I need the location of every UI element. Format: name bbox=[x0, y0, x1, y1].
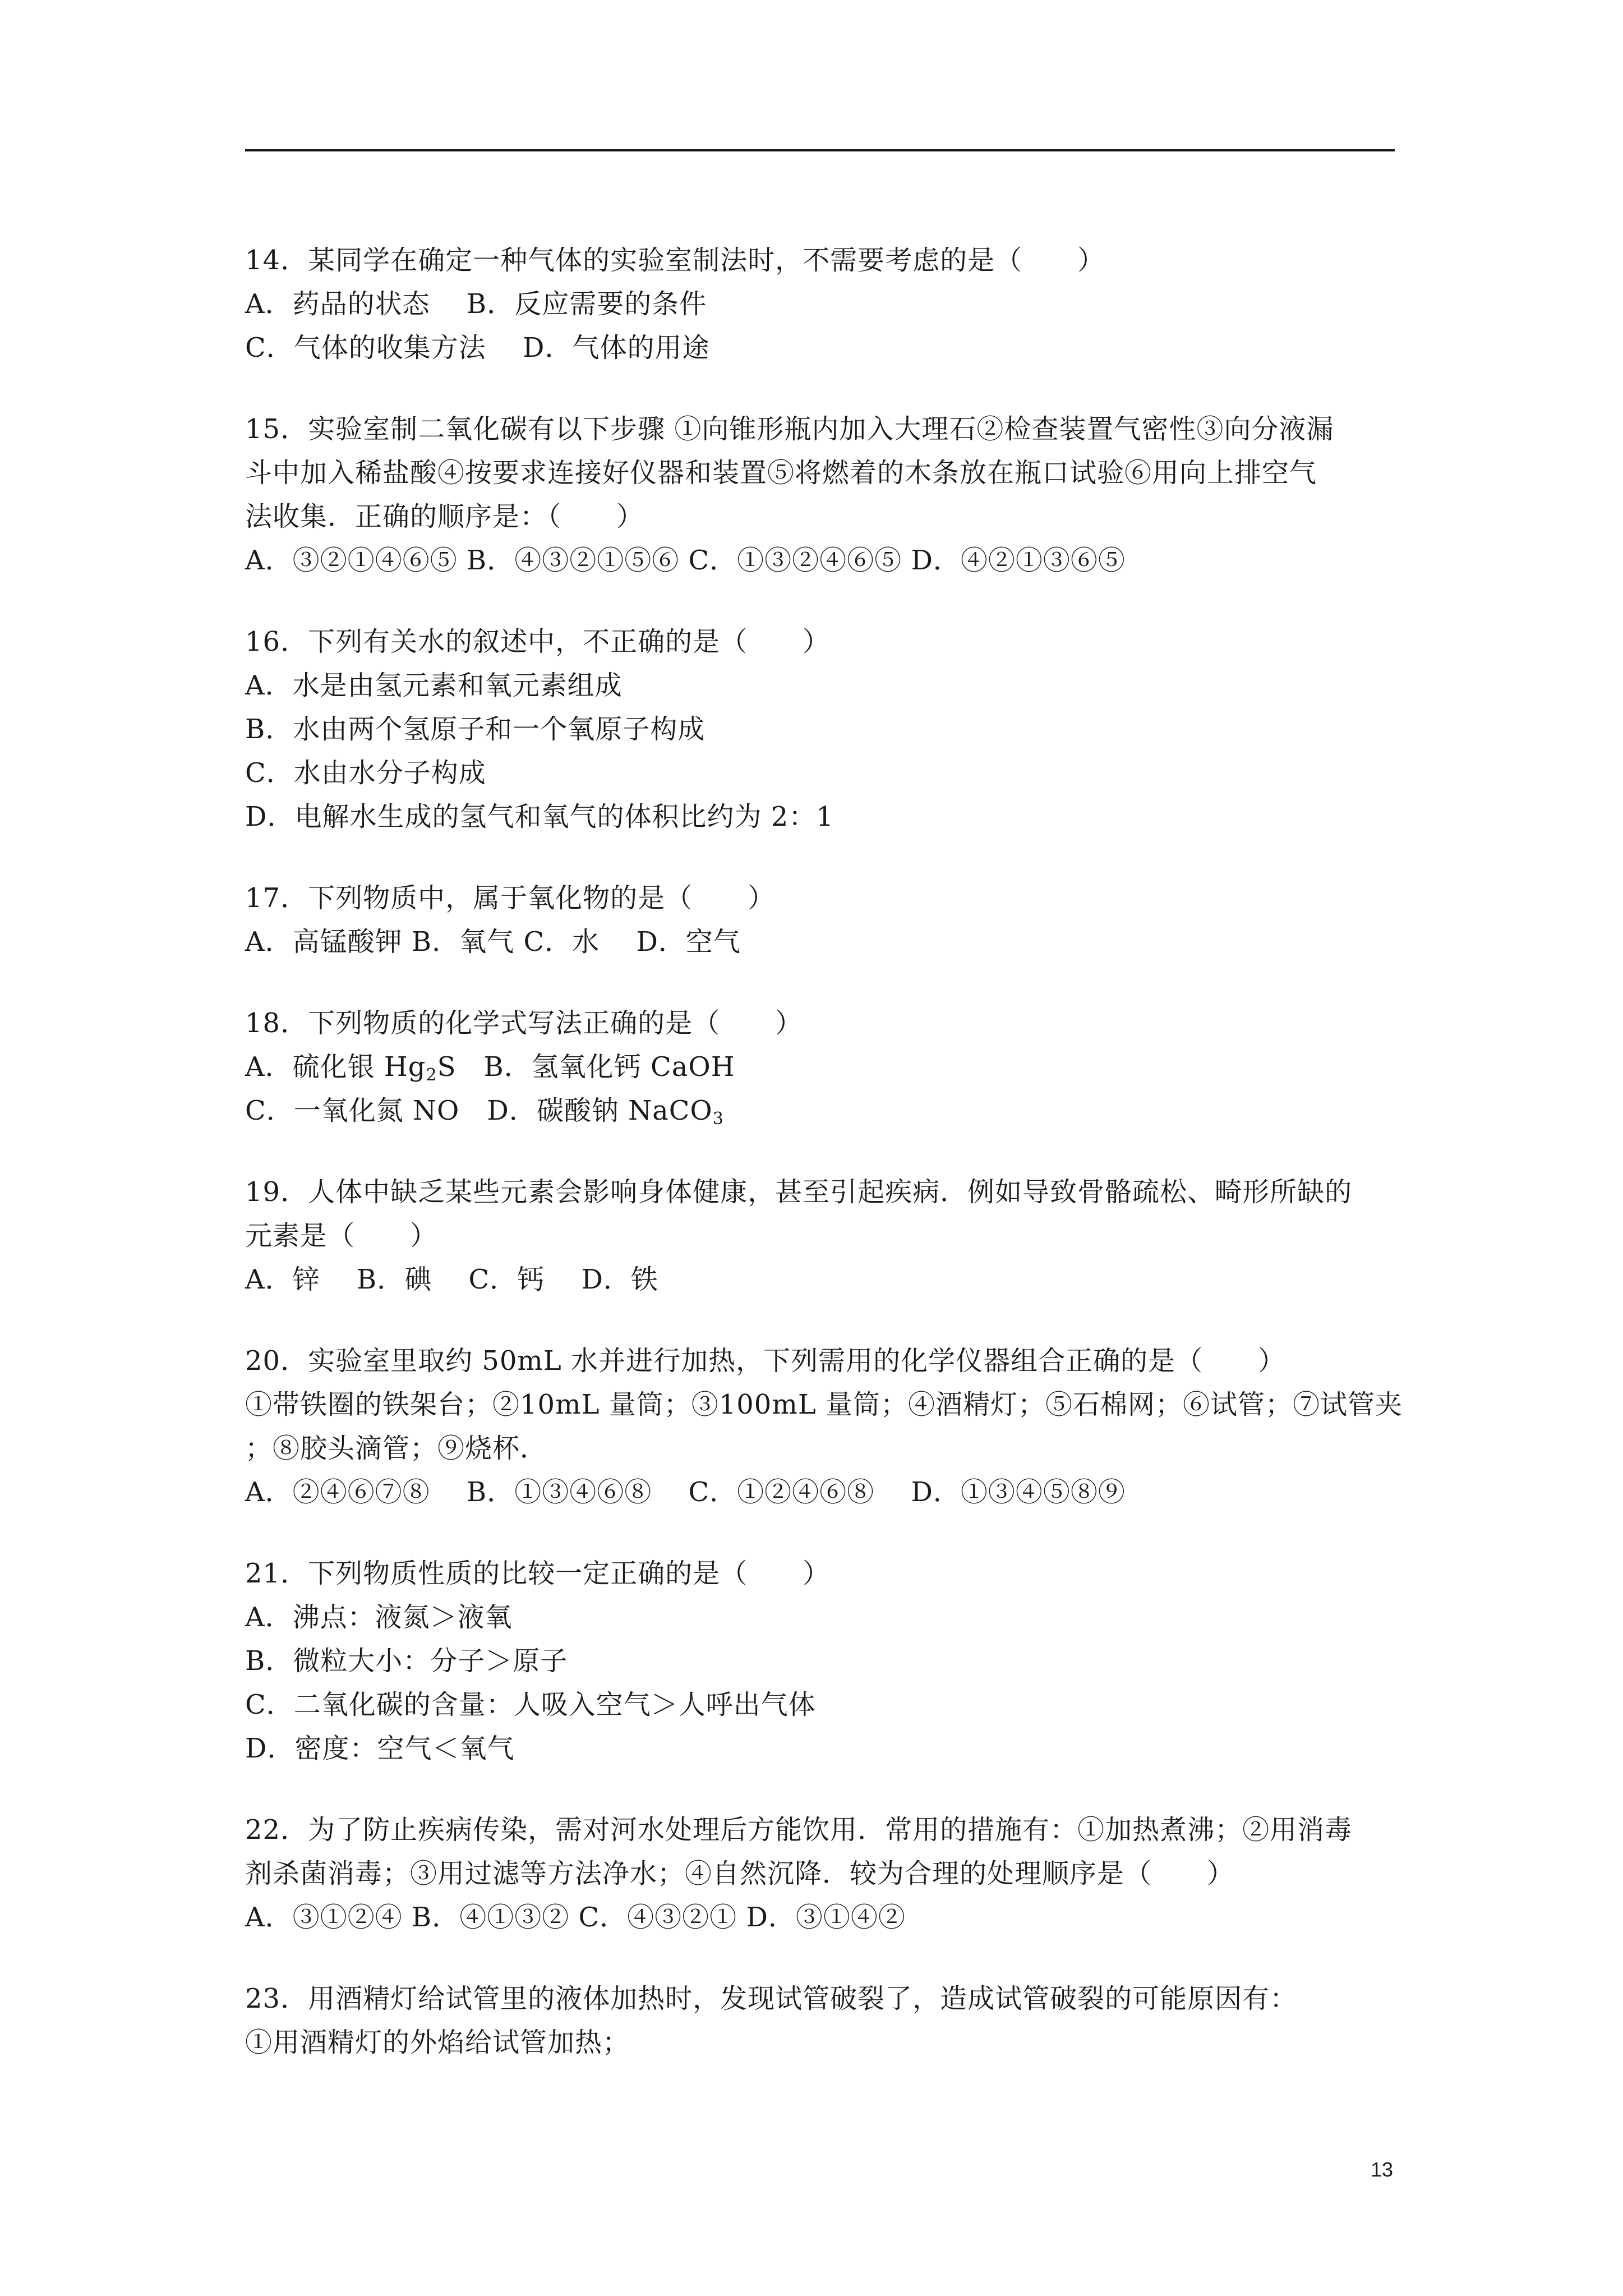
question-stem: ①用酒精灯的外焰给试管加热； bbox=[245, 2027, 630, 2058]
answer-option: D．电解水生成的氢气和氧气的体积比约为 2：1 bbox=[245, 801, 834, 832]
question-stem: 14．某同学在确定一种气体的实验室制法时，不需要考虑的是（ ） bbox=[245, 245, 1105, 276]
answer-options bbox=[245, 1045, 1400, 1089]
question-stem: 22．为了防止疾病传染，需对河水处理后方能饮用．常用的措施有：①加热煮沸；②用消毒 bbox=[245, 1814, 1353, 1846]
answer-option: D．密度：空气＜氧气 bbox=[245, 1733, 515, 1764]
question-20 bbox=[245, 1339, 1403, 1514]
question-21 bbox=[245, 1552, 1400, 1770]
answer-option: A．沸点：液氮＞液氧 bbox=[245, 1602, 513, 1633]
header-rule bbox=[245, 149, 1395, 151]
question-stem: 15．实验室制二氧化碳有以下步骤 ①向锥形瓶内加入大理石②检查装置气密性③向分液漏 bbox=[245, 413, 1334, 445]
answer-option: C．二氧化碳的含量：人吸入空气＞人呼出气体 bbox=[245, 1689, 816, 1720]
question-stem: 斗中加入稀盐酸④按要求连接好仪器和装置⑤将燃着的木条放在瓶口试验⑥用向上排空气 bbox=[245, 457, 1317, 489]
answer-option: C．水由水分子构成 bbox=[245, 757, 486, 789]
answer-option: B．水由两个氢原子和一个氧原子构成 bbox=[245, 714, 706, 745]
formula-subscript: 2 bbox=[426, 1065, 437, 1085]
question-stem: 16．下列有关水的叙述中，不正确的是（ ） bbox=[245, 626, 831, 657]
question-17 bbox=[245, 876, 1400, 964]
question-14 bbox=[245, 238, 1400, 370]
question-stem: 23．用酒精灯给试管里的液体加热时，发现试管破裂了，造成试管破裂的可能原因有： bbox=[245, 1983, 1298, 2014]
formula-text: S B．氢氧化钙 CaOH bbox=[437, 1051, 735, 1083]
answer-options: C．气体的收集方法 D．气体的用途 bbox=[245, 332, 710, 364]
question-stem: ；⑧胶头滴管；⑨烧杯． bbox=[245, 1433, 548, 1464]
answer-options: A．高锰酸钾 B．氧气 C．水 D．空气 bbox=[245, 926, 741, 958]
question-stem: ①带铁圈的铁架台；②10mL 量筒；③100mL 量筒；④酒精灯；⑤石棉网；⑥试管；⑦试管夹 bbox=[245, 1389, 1403, 1420]
question-stem: 19．人体中缺乏某些元素会影响身体健康，甚至引起疾病．例如导致骨骼疏松、畸形所缺的 bbox=[245, 1176, 1353, 1208]
question-stem: 元素是（ ） bbox=[245, 1220, 438, 1251]
question-19 bbox=[245, 1170, 1400, 1301]
question-stem: 21．下列物质性质的比较一定正确的是（ ） bbox=[245, 1558, 831, 1589]
page-number: 13 bbox=[1371, 2158, 1394, 2181]
answer-options: A．②④⑥⑦⑧ B．①③④⑥⑧ C．①②④⑥⑧ D．①③④⑤⑧⑨ bbox=[245, 1476, 1126, 1508]
formula-text: C．一氧化氮 NO D．碳酸钠 NaCO bbox=[245, 1095, 713, 1126]
answer-options bbox=[245, 1089, 1400, 1133]
answer-options: A．③②①④⑥⑤ B．④③②①⑤⑥ C．①③②④⑥⑤ D．④②①③⑥⑤ bbox=[245, 545, 1126, 576]
answer-options: A．药品的状态 B．反应需要的条件 bbox=[245, 288, 707, 320]
answer-options: A．锌 B．碘 C．钙 D．铁 bbox=[245, 1264, 658, 1295]
question-stem: 20．实验室里取约 50mL 水并进行加热，下列需用的化学仪器组合正确的是（ ） bbox=[245, 1345, 1286, 1377]
question-stem: 法收集．正确的顺序是：（ ） bbox=[245, 501, 644, 532]
answer-option: B．微粒大小：分子＞原子 bbox=[245, 1645, 568, 1677]
question-stem: 18．下列物质的化学式写法正确的是（ ） bbox=[245, 1007, 803, 1039]
question-18 bbox=[245, 1001, 1400, 1133]
question-15 bbox=[245, 407, 1400, 582]
question-list bbox=[245, 238, 1403, 2102]
formula-text: A．硫化银 Hg bbox=[245, 1051, 426, 1083]
question-16 bbox=[245, 620, 1400, 839]
question-stem: 剂杀菌消毒；③用过滤等方法净水；④自然沉降．较为合理的处理顺序是（ ） bbox=[245, 1858, 1235, 1889]
answer-option: A．水是由氢元素和氧元素组成 bbox=[245, 670, 623, 701]
question-stem: 17．下列物质中，属于氧化物的是（ ） bbox=[245, 882, 776, 914]
question-23 bbox=[245, 1977, 1400, 2064]
formula-subscript: 3 bbox=[712, 1109, 724, 1129]
question-22 bbox=[245, 1808, 1400, 1939]
answer-options: A．③①②④ B．④①③② C．④③②① D．③①④② bbox=[245, 1902, 906, 1933]
